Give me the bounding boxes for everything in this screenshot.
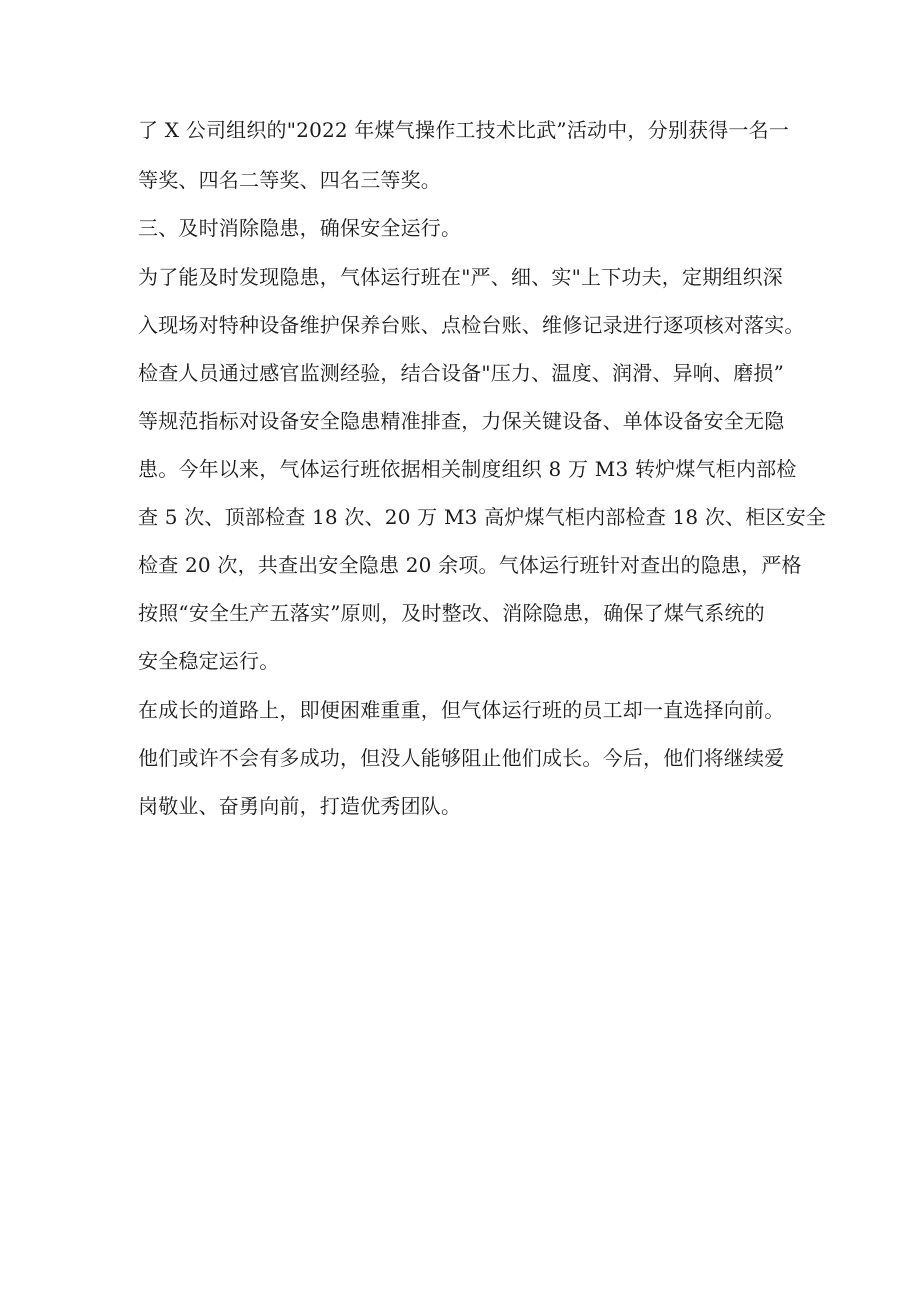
text-line: 他们或许不会有多成功，但没人能够阻止他们成长。今后，他们将继续爱 <box>138 746 785 770</box>
text-line: 等奖、四名二等奖、四名三等奖。 <box>138 168 441 192</box>
text-line: 按照“安全生产五落实”原则，及时整改、消除隐患，确保了煤气系统的 <box>138 601 765 625</box>
text-line: 检查 20 次，共查出安全隐患 20 余项。气体运行班针对查出的隐患，严格 <box>138 553 802 577</box>
text-line: 检查人员通过感官监测经验，结合设备"压力、温度、润滑、异响、磨损” <box>138 361 785 385</box>
text-line: 安全稳定运行。 <box>138 649 280 673</box>
text-line: 岗敬业、奋勇向前，打造优秀团队。 <box>138 794 462 818</box>
text-line: 等规范指标对设备安全隐患精准排查，力保关键设备、单体设备安全无隐 <box>138 409 785 433</box>
text-line: 在成长的道路上，即便困难重重，但气体运行班的员工却一直选择向前。 <box>138 698 785 722</box>
text-line: 入现场对特种设备维护保养台账、点检台账、维修记录进行逐项核对落实。 <box>138 313 805 337</box>
section-heading: 三、及时消除隐患，确保安全运行。 <box>138 216 462 240</box>
text-line: 了 X 公司组织的"2022 年煤气操作工技术比武”活动中，分别获得一名一 <box>138 118 790 142</box>
text-line: 查 5 次、顶部检查 18 次、20 万 M3 高炉煤气柜内部检查 18 次、柜区安全 <box>138 505 827 529</box>
text-line: 为了能及时发现隐患，气体运行班在"严、细、实"上下功夫，定期组织深 <box>138 265 783 289</box>
text-line: 患。今年以来，气体运行班依据相关制度组织 8 万 M3 转炉煤气柜内部检 <box>138 457 797 481</box>
